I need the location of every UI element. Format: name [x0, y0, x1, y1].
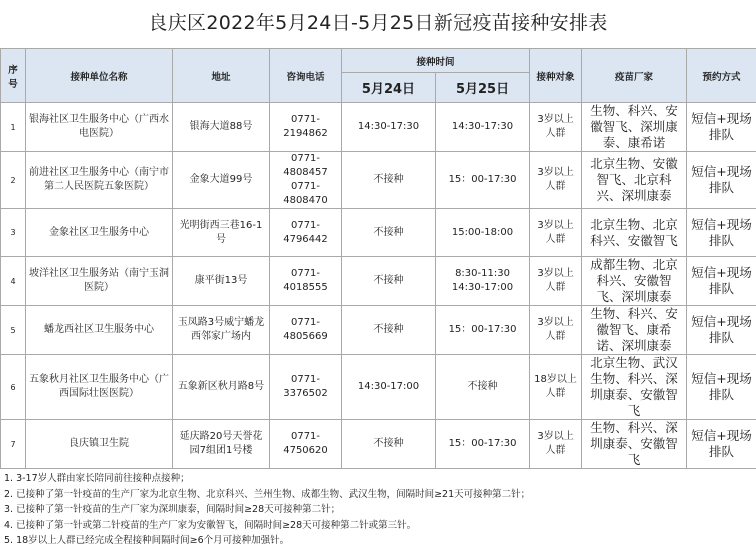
row-target: 3岁以上人群 [530, 103, 582, 152]
row-unit: 前进社区卫生服务中心（南宁市第二人民医院五象医院） [26, 152, 173, 209]
row-address: 金象大道99号 [173, 152, 270, 209]
header-target: 接种对象 [530, 49, 582, 103]
row-time-date2: 不接种 [436, 355, 530, 420]
row-target: 3岁以上人群 [530, 257, 582, 306]
table-row [1, 257, 756, 306]
row-time-date1: 不接种 [342, 306, 436, 355]
row-unit: 五象秋月社区卫生服务中心（广西国际壮医医院） [26, 355, 173, 420]
table-row [1, 355, 756, 420]
row-seq: 6 [1, 355, 26, 420]
row-time-date2: 8:30-11:30 14:30-17:00 [436, 257, 530, 306]
row-target: 3岁以上人群 [530, 152, 582, 209]
row-seq: 5 [1, 306, 26, 355]
row-manufacturer: 生物、科兴、安徽智飞、康希诺、深圳康泰 [582, 306, 687, 355]
table-row [1, 152, 756, 209]
row-target: 18岁以上人群 [530, 355, 582, 420]
row-manufacturer: 生物、科兴、深圳康泰、安徽智飞 [582, 420, 687, 469]
row-seq: 2 [1, 152, 26, 209]
row-address: 康平街13号 [173, 257, 270, 306]
header-phone: 咨询电话 [270, 49, 342, 103]
row-time-date1: 不接种 [342, 152, 436, 209]
row-time-date2: 14:30-17:30 [436, 103, 530, 152]
note-item: 2. 已接种了第一针疫苗的生产厂家为北京生物、北京科兴、兰州生物、成都生物、武汉生物，间隔时间≥21天可接种第二针； [4, 488, 531, 500]
row-unit: 良庆镇卫生院 [26, 420, 173, 469]
row-unit: 蟠龙西社区卫生服务中心 [26, 306, 173, 355]
row-seq: 7 [1, 420, 26, 469]
row-phone: 0771-4750620 [270, 420, 342, 469]
note-item: 5. 18岁以上人群已经完成全程接种间隔时间≥6个月可接种加强针。 [4, 535, 290, 546]
header-date-2: 5月25日 [436, 73, 530, 103]
row-target: 3岁以上人群 [530, 306, 582, 355]
header-unit: 接种单位名称 [26, 49, 173, 103]
page-title: 良庆区2022年5月24日-5月25日新冠疫苗接种安排表 [148, 12, 608, 34]
row-time-date2: 15:00-18:00 [436, 209, 530, 257]
row-seq: 1 [1, 103, 26, 152]
schedule-table [0, 48, 756, 469]
row-manufacturer: 北京生物、安徽智飞、北京科兴、深圳康泰 [582, 152, 687, 209]
table-row [1, 103, 756, 152]
row-time-date2: 15：00-17:30 [436, 420, 530, 469]
row-manufacturer: 北京生物、北京科兴、安徽智飞 [582, 209, 687, 257]
header-address: 地址 [173, 49, 270, 103]
row-phone: 0771-4808457 0771-4808470 [270, 152, 342, 209]
row-booking: 短信+现场排队 [687, 306, 756, 355]
header-date-1: 5月24日 [342, 73, 436, 103]
row-address: 银海大道88号 [173, 103, 270, 152]
row-seq: 3 [1, 209, 26, 257]
row-unit: 银海社区卫生服务中心（广西水电医院） [26, 103, 173, 152]
row-time-date1: 不接种 [342, 209, 436, 257]
row-address: 延庆路20号天誉花园7组团1号楼 [173, 420, 270, 469]
row-phone: 0771-4018555 [270, 257, 342, 306]
row-booking: 短信+现场排队 [687, 257, 756, 306]
table-row [1, 420, 756, 469]
table-row [1, 306, 756, 355]
row-booking: 短信+现场排队 [687, 103, 756, 152]
row-address: 五象新区秋月路8号 [173, 355, 270, 420]
table-row [1, 209, 756, 257]
row-address: 光明街西三巷16-1号 [173, 209, 270, 257]
row-time-date2: 15：00-17:30 [436, 306, 530, 355]
row-time-date1: 不接种 [342, 257, 436, 306]
row-manufacturer: 生物、科兴、安徽智飞、深圳康泰、康希诺 [582, 103, 687, 152]
note-item: 3. 已接种了第一针疫苗的生产厂家为深圳康泰，间隔时间≥28天可接种第二针； [4, 504, 341, 515]
row-time-date2: 15：00-17:30 [436, 152, 530, 209]
row-booking: 短信+现场排队 [687, 209, 756, 257]
row-address: 玉凤路3号威宁蟠龙西邻家广场内 [173, 306, 270, 355]
row-time-date1: 14:30-17:00 [342, 355, 436, 420]
row-phone: 0771-4805669 [270, 306, 342, 355]
row-manufacturer: 北京生物、武汉生物、科兴、深圳康泰、安徽智飞 [582, 355, 687, 420]
notes [0, 469, 756, 549]
note-item: 1. 3-17岁人群由家长陪同前往接种点接种； [4, 473, 190, 484]
row-booking: 短信+现场排队 [687, 420, 756, 469]
row-phone: 0771-3376502 [270, 355, 342, 420]
header-time: 接种时间 [342, 49, 530, 73]
header-booking: 预约方式 [687, 49, 756, 103]
row-phone: 0771-2194862 [270, 103, 342, 152]
row-booking: 短信+现场排队 [687, 152, 756, 209]
header-manufacturer: 疫苗厂家 [582, 49, 687, 103]
row-target: 3岁以上人群 [530, 209, 582, 257]
row-phone: 0771-4796442 [270, 209, 342, 257]
row-seq: 4 [1, 257, 26, 306]
row-target: 3岁以上人群 [530, 420, 582, 469]
row-unit: 金象社区卫生服务中心 [26, 209, 173, 257]
row-time-date1: 14:30-17:30 [342, 103, 436, 152]
row-time-date1: 不接种 [342, 420, 436, 469]
note-item: 4. 已接种了第一针或第二针疫苗的生产厂家为安徽智飞，间隔时间≥28天可接种第二针或第三针。 [4, 519, 417, 531]
header-seq: 序号 [1, 49, 26, 103]
row-unit: 坡洋社区卫生服务站（南宁玉洞医院） [26, 257, 173, 306]
row-manufacturer: 成都生物、北京科兴、安徽智飞、深圳康泰 [582, 257, 687, 306]
row-booking: 短信+现场排队 [687, 355, 756, 420]
